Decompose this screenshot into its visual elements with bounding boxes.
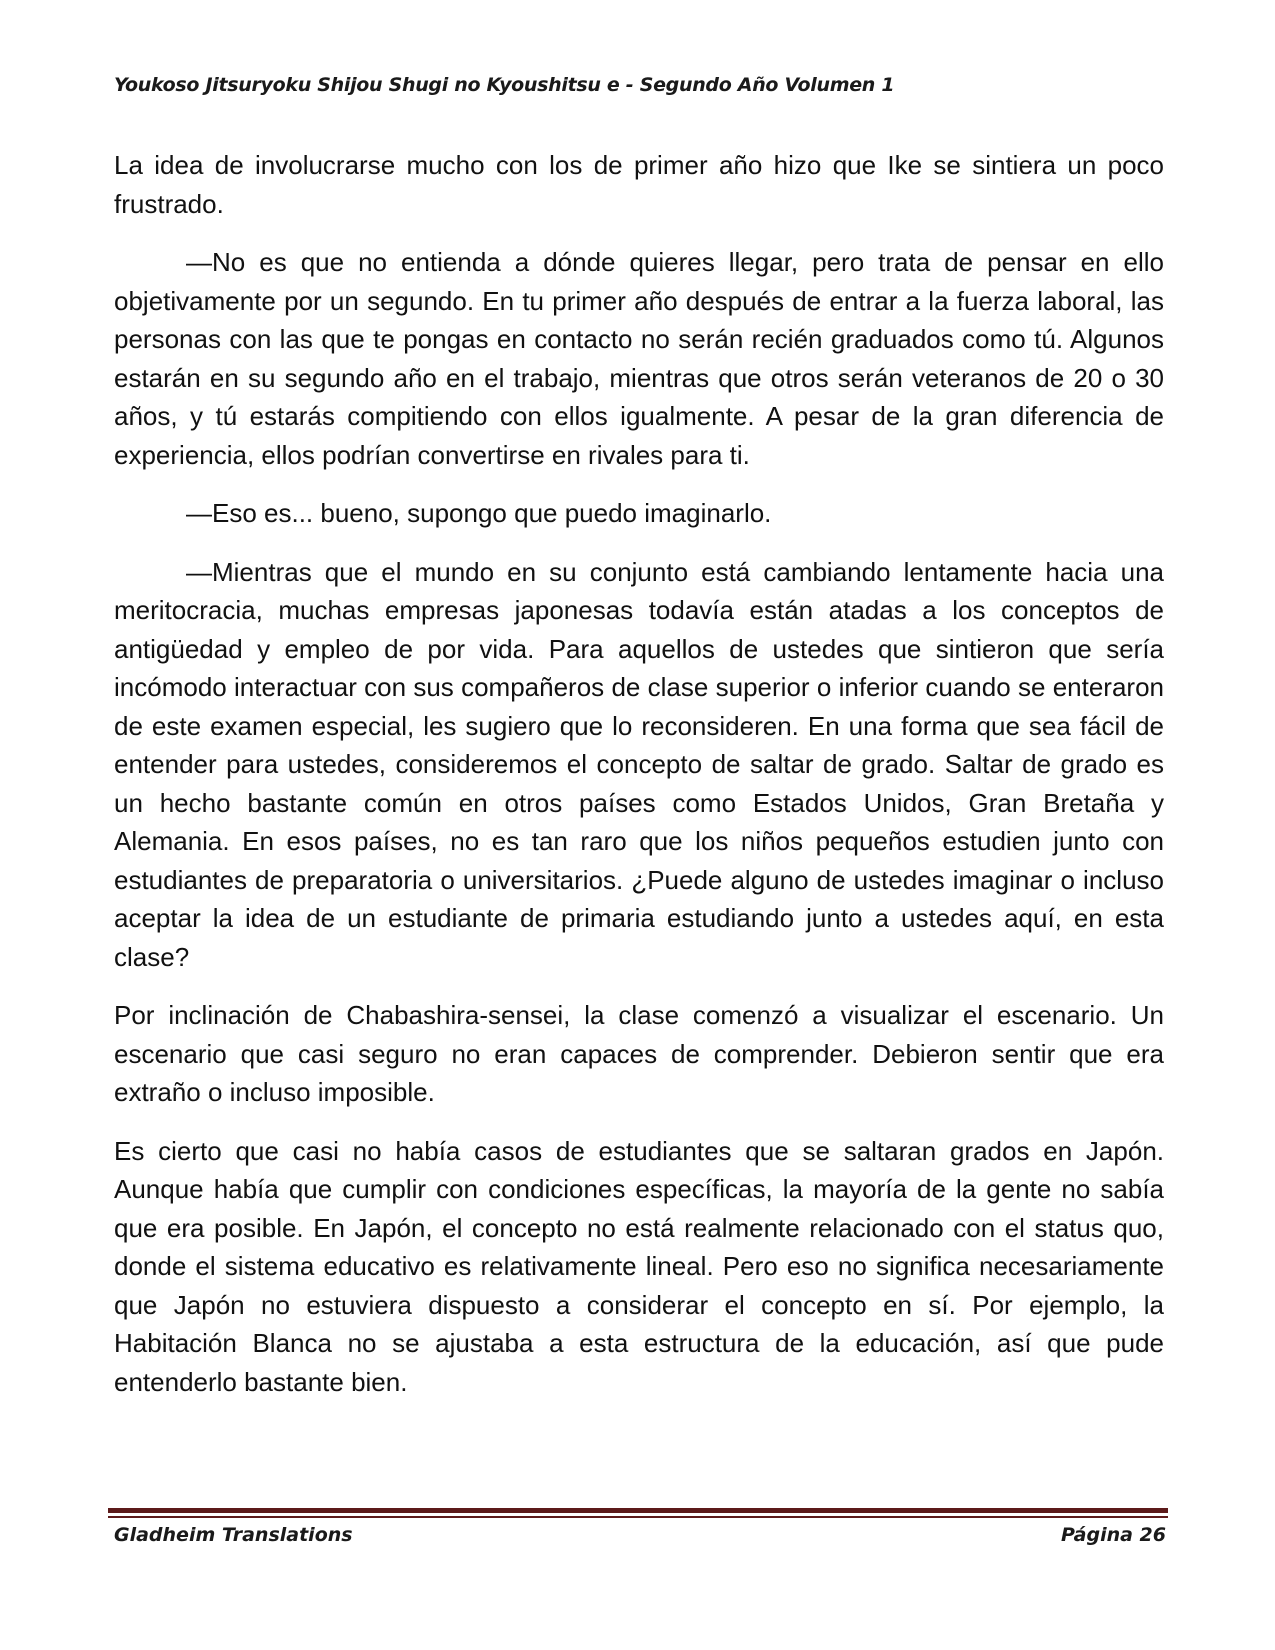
footer-divider-thick [108,1508,1168,1513]
paragraph-narration: Es cierto que casi no había casos de estudiantes que se saltaran grados en Japón. Aunque había que cumplir con condiciones específicas, la mayoría de la gente no sabía que era posible. En Japón, el concepto no está realmente relacionado con el status quo, donde el sistema educativo es relativamente lineal. Pero eso no significa necesariamente que Japón no estuviera dispuesto a considerar el concepto en sí. Por ejemplo, la Habitación Blanca no se ajustaba a esta estructura de la educación, así que pude entenderlo bastante bien. [114,1135,1164,1397]
footer-divider-thin [108,1516,1168,1518]
paragraph-narration: La idea de involucrarse mucho con los de primer año hizo que Ike se sintiera un poco frustrado. [114,150,1164,219]
footer-divider [108,1508,1168,1518]
page-footer [114,1524,1166,1546]
page-header-title: Youkoso Jitsuryoku Shijou Shugi no Kyoushitsu e - Segundo Año Volumen 1 [114,74,895,96]
footer-page-number: Página 26 [1060,1524,1166,1546]
body-text [114,146,1164,1421]
paragraph-dialogue: —Mientras que el mundo en su conjunto está cambiando lentamente hacia una meritocracia, muchas empresas japonesas todavía están atadas a los conceptos de antigüedad y empleo de por vida. Para aquellos de ustedes que sintieron que sería incómodo interactuar con sus compañeros de clase superior o inferior cuando se enteraron de este examen especial, les sugiero que lo reconsideren. En una forma que sea fácil de entender para ustedes, consideremos el concepto de saltar de grado. Saltar de grado es un hecho bastante común en otros países como Estados Unidos, Gran Bretaña y Alemania. En esos países, no es tan raro que los niños pequeños estudien junto con estudiantes de preparatoria o universitarios. ¿Puede alguno de ustedes imaginar o incluso aceptar la idea de un estudiante de primaria estudiando junto a ustedes aquí, en esta clase? [114,556,1164,972]
footer-publisher: Gladheim Translations [114,1524,353,1546]
paragraph-dialogue: —No es que no entienda a dónde quieres llegar, pero trata de pensar en ello objetivamente por un segundo. En tu primer año después de entrar a la fuerza laboral, las personas con las que te pongas en contacto no serán recién graduados como tú. Algunos estarán en su segundo año en el trabajo, mientras que otros serán veteranos de 20 o 30 años, y tú estarás compitiendo con ellos igualmente. A pesar de la gran diferencia de experiencia, ellos podrían convertirse en rivales para ti. [114,247,1164,470]
paragraph-dialogue: —Eso es... bueno, supongo que puedo imaginarlo. [186,498,772,528]
paragraph-narration: Por inclinación de Chabashira-sensei, la clase comenzó a visualizar el escenario. Un escenario que casi seguro no eran capaces de comprender. Debieron sentir que era extraño o incluso imposible. [114,1000,1164,1107]
